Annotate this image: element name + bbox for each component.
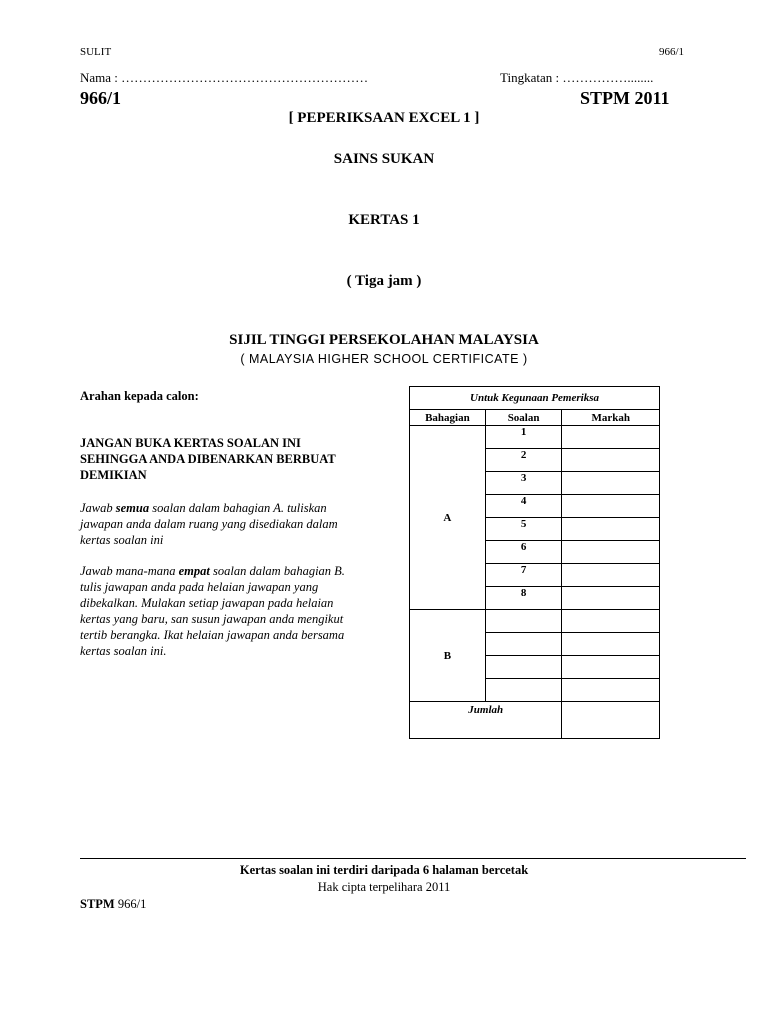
- para2-line4: kertas yang baru, san susun jawapan anda mengikut: [80, 612, 344, 626]
- certificate-english: ( MALAYSIA HIGHER SCHOOL CERTIFICATE ): [240, 352, 528, 366]
- examiner-table-title: Untuk Kegunaan Pemeriksa: [410, 387, 660, 410]
- warning-line-1: JANGAN BUKA KERTAS SOALAN INI: [80, 436, 301, 450]
- question-number: 1: [485, 426, 562, 449]
- header-code: 966/1: [659, 46, 685, 58]
- para2-line3: dibekalkan. Mulakan setiap jawapan pada helaian: [80, 596, 334, 610]
- question-number: 3: [485, 472, 562, 495]
- section-b-label: B: [410, 610, 486, 702]
- para2-prefix: Jawab mana-mana: [80, 564, 179, 578]
- question-number-blank: [485, 679, 562, 702]
- footer-divider: [80, 858, 746, 859]
- question-number: 4: [485, 495, 562, 518]
- tingkatan-line: Tingkatan : ……………........: [500, 70, 654, 85]
- question-number: 5: [485, 518, 562, 541]
- marks-cell: [562, 610, 660, 633]
- total-marks-cell: [562, 702, 660, 739]
- nama-line: Nama : …………………………………………………: [80, 70, 369, 85]
- marks-cell: [562, 426, 660, 449]
- marks-cell: [562, 518, 660, 541]
- para1-line2: jawapan anda dalam ruang yang disediakan dalam: [80, 517, 338, 531]
- paper-title: KERTAS 1: [348, 212, 420, 228]
- footer-code-rest: 966/1: [114, 897, 147, 911]
- warning-line-3: DEMIKIAN: [80, 468, 147, 482]
- para2-line6: kertas soalan ini.: [80, 644, 167, 658]
- subject-title: SAINS SUKAN: [333, 151, 435, 167]
- marks-cell: [562, 449, 660, 472]
- marks-cell: [562, 656, 660, 679]
- marks-cell: [562, 679, 660, 702]
- instructions-heading: Arahan kepada calon:: [80, 389, 199, 403]
- marks-cell: [562, 541, 660, 564]
- exam-title: [ PEPERIKSAAN EXCEL 1 ]: [288, 110, 480, 126]
- footer-code-bold: STPM: [80, 897, 115, 911]
- header-markah: Markah: [562, 410, 660, 426]
- marks-cell: [562, 633, 660, 656]
- question-number: 6: [485, 541, 562, 564]
- marks-cell: [562, 587, 660, 610]
- duration: ( Tiga jam ): [346, 273, 422, 289]
- header-soalan: Soalan: [485, 410, 562, 426]
- para1-line3: kertas soalan ini: [80, 533, 164, 547]
- para1-line1: soalan dalam bahagian A. tuliskan: [149, 501, 327, 515]
- stpm-year: STPM 2011: [580, 88, 670, 108]
- certificate-title: SIJIL TINGGI PERSEKOLAHAN MALAYSIA: [229, 332, 539, 348]
- page-count-note: Kertas soalan ini terdiri daripada 6 halaman bercetak: [239, 863, 529, 877]
- question-number-blank: [485, 633, 562, 656]
- marks-cell: [562, 472, 660, 495]
- warning-line-2: SEHINGGA ANDA DIBENARKAN BERBUAT: [80, 452, 336, 466]
- warning-text: [80, 435, 400, 483]
- para2-line1: soalan dalam bahagian B.: [209, 564, 345, 578]
- sulit-label: SULIT: [80, 46, 112, 58]
- section-a-label: A: [410, 426, 486, 610]
- header-bahagian: Bahagian: [410, 410, 486, 426]
- para1-prefix: Jawab: [80, 501, 116, 515]
- examiner-table: [409, 386, 660, 739]
- instruction-paragraph-a: [80, 500, 400, 548]
- question-number: 7: [485, 564, 562, 587]
- copyright-note: Hak cipta terpelihara 2011: [317, 880, 451, 894]
- para1-bold: semua: [115, 501, 150, 515]
- para2-line2: tulis jawapan anda pada helaian jawapan yang: [80, 580, 319, 594]
- marks-cell: [562, 564, 660, 587]
- instruction-paragraph-b: [80, 563, 400, 659]
- paper-code: 966/1: [80, 88, 122, 108]
- question-number: 8: [485, 587, 562, 610]
- para2-bold: empat: [178, 564, 210, 578]
- marks-cell: [562, 495, 660, 518]
- question-number-blank: [485, 656, 562, 679]
- footer-code: [80, 897, 146, 912]
- para2-line5: tertib berangka. Ikat helaian jawapan anda bersama: [80, 628, 345, 642]
- question-number-blank: [485, 610, 562, 633]
- question-number: 2: [485, 449, 562, 472]
- total-label: Jumlah: [410, 702, 562, 739]
